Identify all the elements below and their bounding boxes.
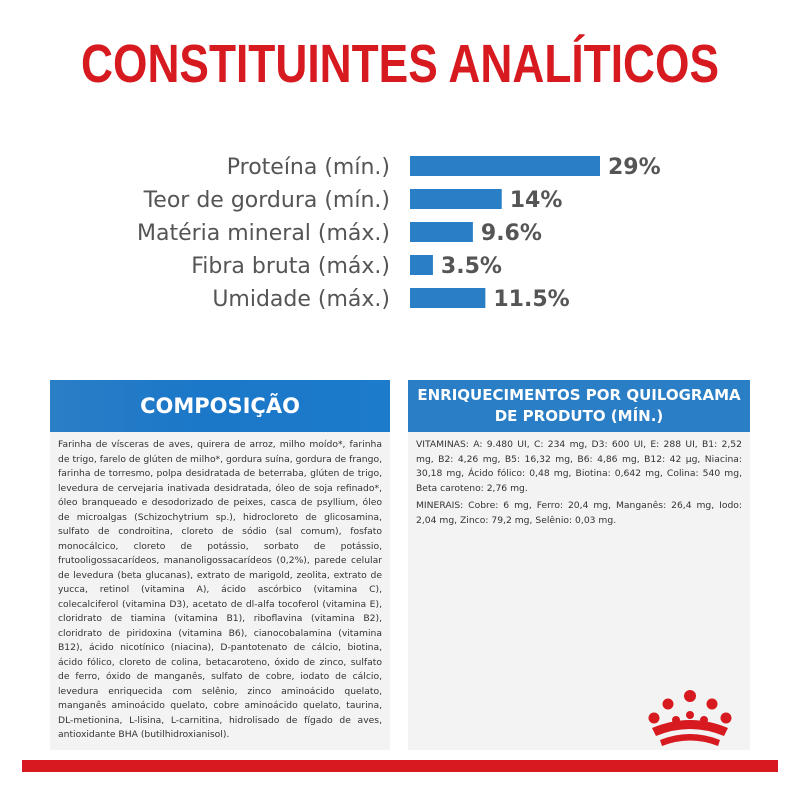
value-label: 11.5% [493, 287, 570, 312]
bar [410, 156, 600, 176]
category-label: Teor de gordura (mín.) [143, 188, 390, 213]
bar [410, 255, 433, 275]
nutrient-bar-chart [0, 140, 800, 340]
category-label: Matéria mineral (máx.) [137, 221, 390, 246]
category-label: Fibra bruta (máx.) [191, 254, 390, 279]
value-label: 14% [509, 188, 563, 213]
page-title: CONSTITUINTES ANALÍTICOS [81, 34, 719, 94]
category-label: Umidade (máx.) [212, 287, 390, 312]
bar [410, 189, 502, 209]
minerals-text: MINERAIS: Cobre: 6 mg, Ferro: 20,4 mg, Manganês: 26,4 mg, Iodo: 2,04 mg, Zinco: 79,2 mg, Selênio: 0,03 mg. [416, 500, 742, 526]
royal-canin-crown-logo [640, 684, 740, 754]
value-label: 29% [608, 155, 661, 180]
composition-heading [50, 380, 390, 432]
enrichment-heading-line1: ENRIQUECIMENTOS POR QUILOGRAMA [417, 386, 741, 404]
composition-heading-label: COMPOSIÇÃO [140, 394, 300, 418]
enrichment-heading-line2: DE PRODUTO (MÍN.) [494, 407, 664, 425]
composition-text: Farinha de vísceras de aves, quirera de arroz, milho moído*, farinha de trigo, farelo de glúten de milho*, gordura suína, gordura de frango, farinha de torresmo, polpa desidratada de beterraba, glúten de trigo, levedura de cervejaria inativada desidratada, óleo de soja refinado*, óleo branqueado e desodorizado de peixes, casca de psyllium, óleo de microalgas (Schizochytrium sp.), hidrocloreto de glicosamina, sulfato de condroitina, cloreto de sódio (sal comum), fosfato monocálcico, cloreto de potássio, sorbato de potássio, frutooligossacarídeos, mananoligossacarídeos (0,2%), parede celular de levedura (beta glucanas), extrato de marigold, zeolita, extrato de yucca, retinol (vitamina A), ácido ascórbico (vitamina C), colecalciferol (vitamina D3), acetato de dl-alfa tocoferol (vitamina E), cloridrato de tiamina (vitamina B1), riboflavina (vitamina B2), cloridrato de piridoxina (vitamina B6), cianocobalamina (vitamina B12), ácido nicotínico (niacina), D-pantotenato de cálcio, biotina, ácido fólico, cloreto de colina, betacaroteno, óxido de zinco, sulfato de ferro, óxido de manganês, sulfato de cobre, iodato de cálcio, levedura enriquecida com selênio, zinco aminoácido quelato, manganês aminoácido quelato, cobre aminoácido quelato, taurina, DL-metionina, L-lisina, L-carnitina, hidrolisado de fígado de aves, antioxidante BHA (butilhidroxianisol). [50, 432, 390, 750]
value-label: 9.6% [480, 221, 542, 246]
bar [410, 222, 473, 242]
vitamins-text: VITAMINAS: A: 9.480 UI, C: 234 mg, D3: 600 UI, E: 288 UI, B1: 2,52 mg, B2: 4,26 mg, B5: 16,32 mg, B6: 4,86 mg, B12: 42 µg, Niacina: 30,18 mg, Ácido fólico: 0,48 mg, Biotina: 0,642 mg, Colina: 540 mg, Beta caroteno: 2,76 mg. [416, 439, 742, 494]
bar [410, 288, 485, 308]
category-label: Proteína (mín.) [226, 155, 390, 180]
bottom-stripe [22, 760, 778, 772]
value-label: 3.5% [440, 254, 502, 279]
enrichment-heading [408, 380, 750, 432]
